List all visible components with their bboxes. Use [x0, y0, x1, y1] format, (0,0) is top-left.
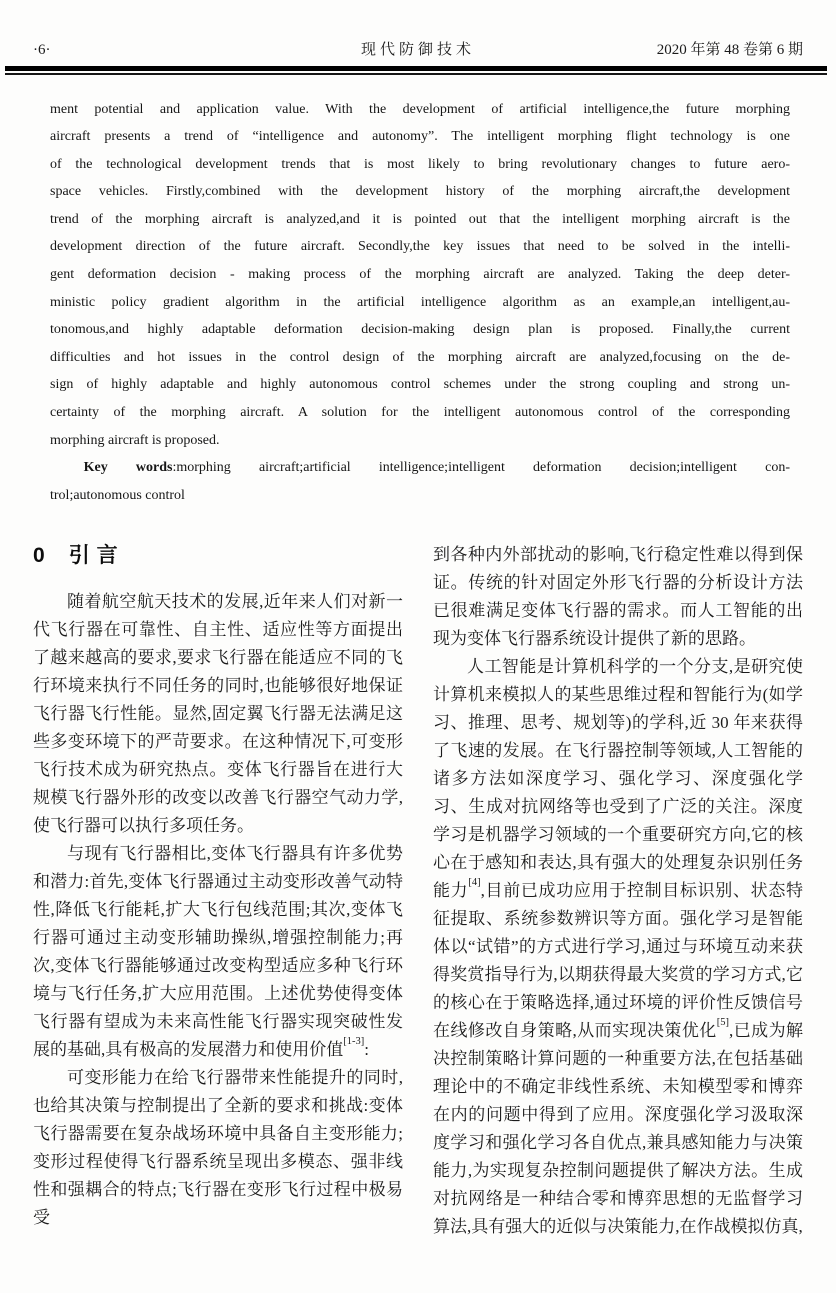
abstract-line: tonomous,and highly adaptable deformation decision-making design plan is proposed. Finally,the current — [50, 322, 790, 338]
citation-ref: [5] — [716, 1017, 729, 1029]
abstract-line: difficulties and hot issues in the control design of the morphing aircraft are analyzed,focusing on the de- — [50, 349, 790, 365]
abstract-line: morphing aircraft is proposed. — [50, 432, 220, 448]
left-column — [33, 541, 403, 1241]
section-title: 引言 — [68, 544, 125, 568]
issue-info: 2020 年第 48 卷第 6 期 — [656, 42, 803, 58]
keywords-line — [50, 482, 790, 510]
keywords-text: :morphing aircraft;artificial intelligence;intelligent deformation decision;intelligent con- — [172, 460, 790, 476]
keywords-text: trol;autonomous control — [50, 487, 185, 503]
abstract-line: sign of highly adaptable and highly autonomous control schemes under the strong coupling and strong un- — [50, 377, 790, 393]
right-column — [433, 541, 803, 1241]
body-paragraph: 随着航空航天技术的发展,近年来人们对新一代飞行器在可靠性、自主性、适应性等方面提出了越来越高的要求,要求飞行器在能适应不同的飞行环境来执行不同任务的同时,也能够很好地保证飞行器飞行性能。显然,固定翼飞行器无法满足这些多变环境下的严苛要求。在这种情况下,可变形飞行技术成为研究热点。变体飞行器旨在进行大规模飞行器外形的改变以改善飞行器空气动力学,使飞行器可以执行多项任务。 — [33, 592, 403, 836]
body-paragraph: 与现有飞行器相比,变体飞行器具有许多优势和潜力:首先,变体飞行器通过主动变形改善气动特性,降低飞行能耗,扩大飞行包线范围;其次,变体飞行器可通过主动变形辅助操纵,增强控制能力;再次,变体飞行器能够通过改变构型适应多种飞行环境与飞行任务,扩大应用范围。上述优势使得变体飞行器有望成为未来高性能飞行器实现突破性发展的基础,具有极高的发展潜力和使用价值[1-3]: — [33, 844, 403, 1060]
abstract-lines — [50, 96, 790, 455]
body-paragraph: 人工智能是计算机科学的一个分支,是研究使计算机来模拟人的某些思维过程和智能行为(如学习、推理、思考、规划等)的学科,近 30 年来获得了飞速的发展。在飞行器控制等领域,人工智能的诸多方法如深度学习、强化学习、深度强化学习、生成对抗网络等也受到了广泛的关注。深度学习是机器学习领域的一个重要研究方向,它的核心在于感知和表达,具有强大的处理复杂识别任务能力[4],目前已成功应用于控制目标识别、状态特征提取、系统参数辨识等方面。强化学习是智能体以“试错”的方式进行学习,通过与环境互动来获得奖赏指导行为,以期获得最大奖赏的学习方式,它的核心在于策略选择,通过环境的评价性反馈信号在线修改自身策略,从而实现决策优化[5],已成为解决控制策略计算问题的一种重要方法,在包括基础理论中的不确定非线性系统、未知模型零和博弈在内的问题中得到了应用。深度强化学习汲取深度学习和强化学习各自优点,兼具感知能力与决策能力,为实现复杂控制问题提供了解决方法。生成对抗网络是一种结合零和博弈思想的无监督学习算法,具有强大的近似与决策能力,在作战模拟仿真, — [433, 657, 804, 1237]
journal-title: 现代防御技术 — [360, 42, 475, 58]
abstract-line: gent deformation decision - making process of the morphing aircraft are analyzed. Taking the deep deter- — [50, 267, 790, 283]
keywords-line — [50, 454, 790, 482]
english-abstract — [50, 96, 790, 510]
abstract-line: development direction of the future aircraft. Secondly,the key issues that need to be solved in the intelli- — [50, 239, 790, 255]
header-rule-thin — [5, 73, 827, 75]
citation-ref: [4] — [468, 877, 481, 889]
keywords-label: Key words — [83, 460, 173, 476]
body-paragraph: 到各种内外部扰动的影响,飞行稳定性难以得到保证。传统的针对固定外形飞行器的分析设计方法已很难满足变体飞行器的需求。而人工智能的出现为变体飞行器系统设计提供了新的思路。 — [433, 545, 803, 649]
page-number: ·6· — [33, 42, 51, 58]
abstract-line: certainty of the morphing aircraft. A solution for the intelligent autonomous control of the corresponding — [50, 405, 790, 421]
running-header — [0, 0, 836, 59]
abstract-line: of the technological development trends that is most likely to bring revolutionary changes to future aero- — [50, 156, 790, 172]
citation-ref: [1-3] — [343, 1036, 365, 1048]
abstract-line: ment potential and application value. With the development of artificial intelligence,the future morphing — [50, 101, 790, 117]
header-rule — [5, 66, 827, 75]
abstract-line: space vehicles. Firstly,combined with the development history of the morphing aircraft,the development — [50, 184, 790, 200]
abstract-line: trend of the morphing aircraft is analyzed,and it is pointed out that the intelligent morphing aircraft is the — [50, 211, 790, 227]
left-column-paragraphs — [33, 588, 403, 1232]
abstract-line: aircraft presents a trend of “intelligence and autonomy”. The intelligent morphing flight technology is one — [50, 129, 790, 145]
header-rule-thick — [5, 66, 827, 71]
right-column-paragraphs — [433, 541, 803, 1241]
section-heading — [33, 541, 403, 571]
body-columns — [33, 541, 803, 1241]
body-paragraph: 可变形能力在给飞行器带来性能提升的同时,也给其决策与控制提出了全新的要求和挑战:变体飞行器需要在复杂战场环境中具备自主变形能力;变形过程使得飞行器系统呈现出多模态、强非线性和强耦合的特点;飞行器在变形飞行过程中极易受 — [33, 1068, 403, 1228]
abstract-line: ministic policy gradient algorithm in the artificial intelligence algorithm as an example,an intelligent,au- — [50, 294, 790, 310]
section-number: 0 — [33, 544, 45, 568]
